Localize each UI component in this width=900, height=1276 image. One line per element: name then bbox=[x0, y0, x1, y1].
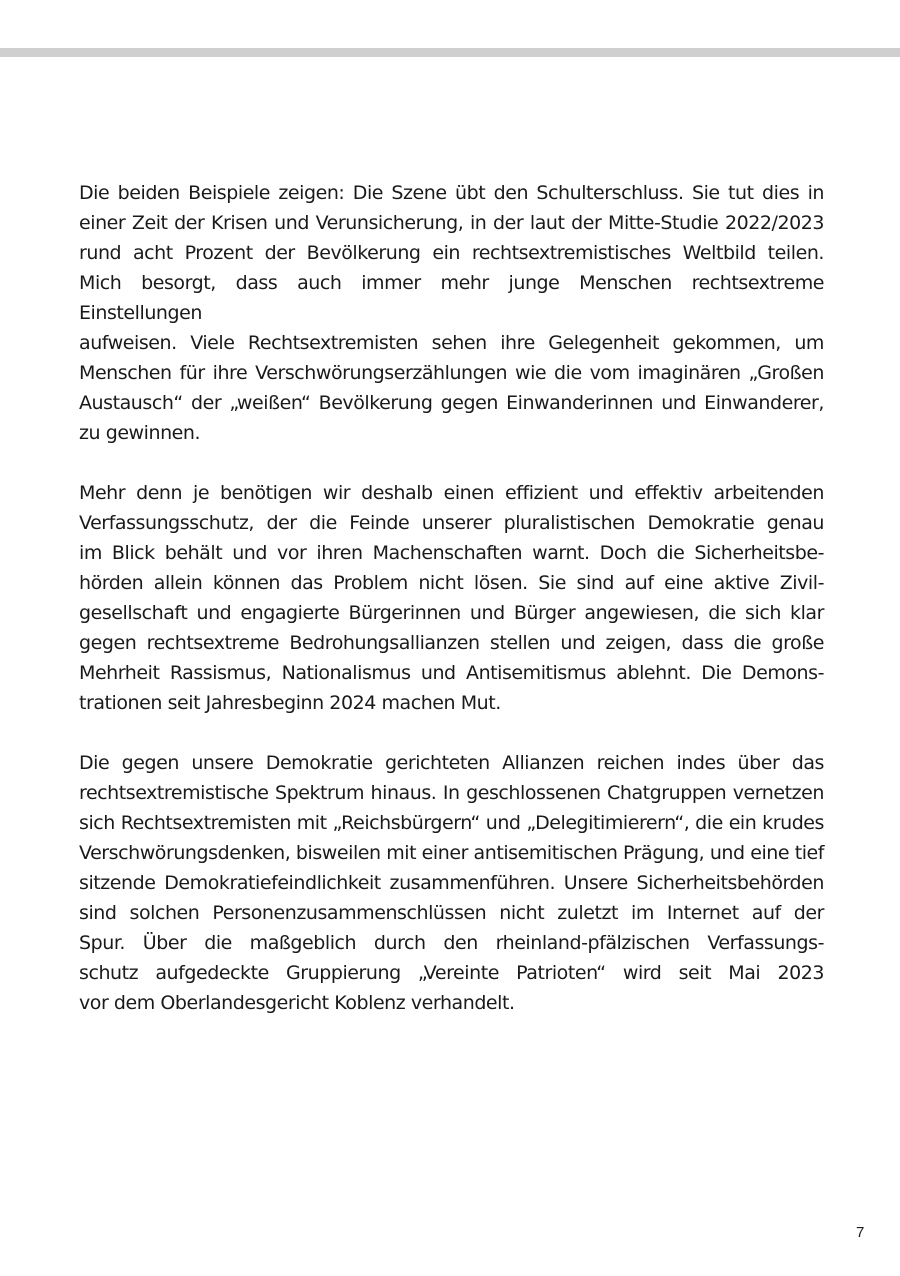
text-line: rund acht Prozent der Bevölkerung ein rechtsextremistisches Weltbild teilen. bbox=[79, 242, 824, 264]
text-line: rechtsextremistische Spektrum hinaus. In geschlossenen Chatgruppen vernetzen bbox=[79, 782, 824, 804]
text-line: Mehr denn je benötigen wir deshalb einen effizient und effektiv arbeitenden bbox=[79, 482, 824, 504]
text-line: sind solchen Personenzusammenschlüssen nicht zuletzt im Internet auf der bbox=[79, 902, 824, 924]
text-line: Die gegen unsere Demokratie gerichteten Allianzen reichen indes über das bbox=[79, 752, 824, 774]
text-line: einer Zeit der Krisen und Verunsicherung, in der laut der Mitte-Studie 2022/2023 bbox=[79, 212, 824, 234]
text-line: im Blick behält und vor ihren Machenschaften warnt. Doch die Sicherheitsbe- bbox=[79, 542, 824, 564]
text-line: vor dem Oberlandesgericht Koblenz verhandelt. bbox=[79, 992, 515, 1014]
page-number: 7 bbox=[856, 1224, 865, 1241]
text-line: Die beiden Beispiele zeigen: Die Szene übt den Schulterschluss. Sie tut dies in bbox=[79, 182, 824, 204]
text-line: sitzende Demokratiefeindlichkeit zusammenführen. Unsere Sicherheitsbehörden bbox=[79, 872, 824, 894]
text-line: gegen rechtsextreme Bedrohungsallianzen stellen und zeigen, dass die große bbox=[79, 632, 824, 654]
text-line: Verfassungsschutz, der die Feinde unserer pluralistischen Demokratie genau bbox=[79, 512, 824, 534]
text-line: Verschwörungsdenken, bisweilen mit einer antisemitischen Prägung, und eine tief bbox=[79, 842, 824, 864]
header-rule bbox=[0, 48, 900, 57]
text-line: zu gewinnen. bbox=[79, 422, 201, 444]
paragraph bbox=[79, 478, 824, 718]
text-line: Spur. Über die maßgeblich durch den rheinland-pfälzischen Verfassungs- bbox=[79, 932, 824, 954]
text-line: trationen seit Jahresbeginn 2024 machen Mut. bbox=[79, 692, 501, 714]
text-line: aufweisen. Viele Rechtsextremisten sehen ihre Gelegenheit gekommen, um bbox=[79, 332, 824, 354]
text-line: sich Rechtsextremisten mit „Reichsbürgern“ und „Delegitimierern“, die ein krudes bbox=[79, 812, 824, 834]
text-line: hörden allein können das Problem nicht lösen. Sie sind auf eine aktive Zivil- bbox=[79, 572, 824, 594]
text-line: schutz aufgedeckte Gruppierung „Vereinte Patrioten“ wird seit Mai 2023 bbox=[79, 962, 824, 984]
text-line: Mehrheit Rassismus, Nationalismus und Antisemitismus ablehnt. Die Demons- bbox=[79, 662, 824, 684]
text-line: Austausch“ der „weißen“ Bevölkerung gegen Einwanderinnen und Einwanderer, bbox=[79, 392, 824, 414]
body-text bbox=[79, 178, 824, 1018]
paragraph bbox=[79, 748, 824, 1018]
text-line: Menschen für ihre Verschwörungserzählungen wie die vom imaginären „Großen bbox=[79, 362, 824, 384]
text-line: gesellschaft und engagierte Bürgerinnen und Bürger angewiesen, die sich klar bbox=[79, 602, 824, 624]
text-line: Mich besorgt, dass auch immer mehr junge Menschen rechtsextreme Einstellungen bbox=[79, 272, 824, 324]
paragraph bbox=[79, 178, 824, 448]
